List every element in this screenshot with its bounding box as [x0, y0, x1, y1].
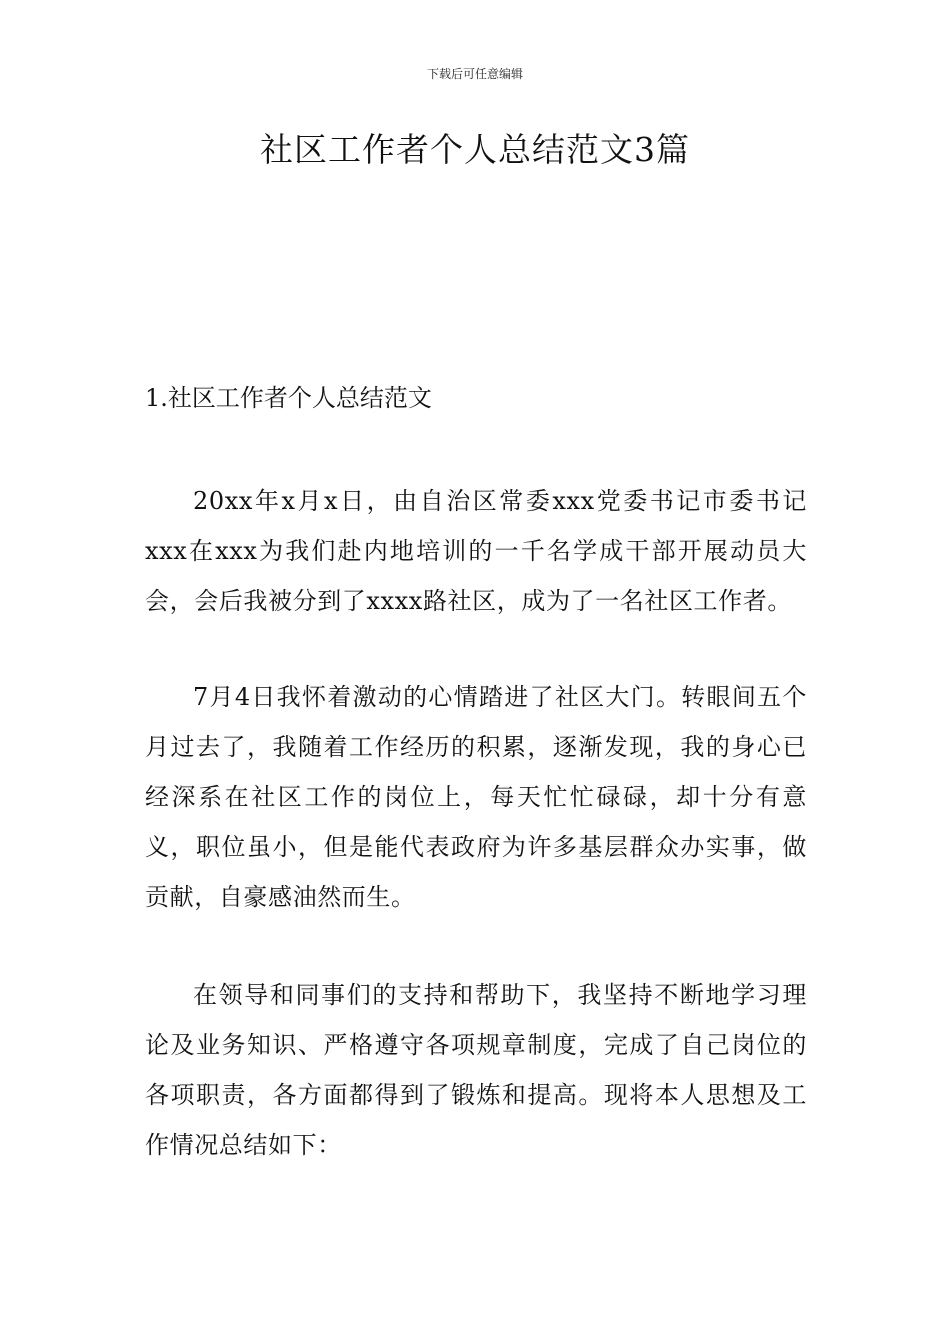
document-title: 社区工作者个人总结范文3篇: [260, 130, 690, 169]
body-paragraph: 20xx年x月x日，由自治区常委xxx党委书记市委书记xxx在xxx为我们赴内地培训的一千名学成干部开展动员大会，会后我被分到了xxxx路社区，成为了一名社区工作者。: [145, 487, 807, 615]
header-note: 下载后可任意编辑: [426, 67, 523, 81]
section-heading: 1.社区工作者个人总结范文: [145, 384, 432, 412]
body-paragraph: 7月4日我怀着激动的心情踏进了社区大门。转眼间五个月过去了，我随着工作经历的积累，逐渐发现，我的身心已经深系在社区工作的岗位上，每天忙忙碌碌，却十分有意义，职位虽小，但是能代表政府为许多基层群众办实事，做贡献，自豪感油然而生。: [145, 683, 807, 911]
body-paragraph: 在领导和同事们的支持和帮助下，我坚持不断地学习理论及业务知识、严格遵守各项规章制度，完成了自己岗位的各项职责，各方面都得到了锻炼和提高。现将本人思想及工作情况总结如下：: [145, 981, 807, 1159]
